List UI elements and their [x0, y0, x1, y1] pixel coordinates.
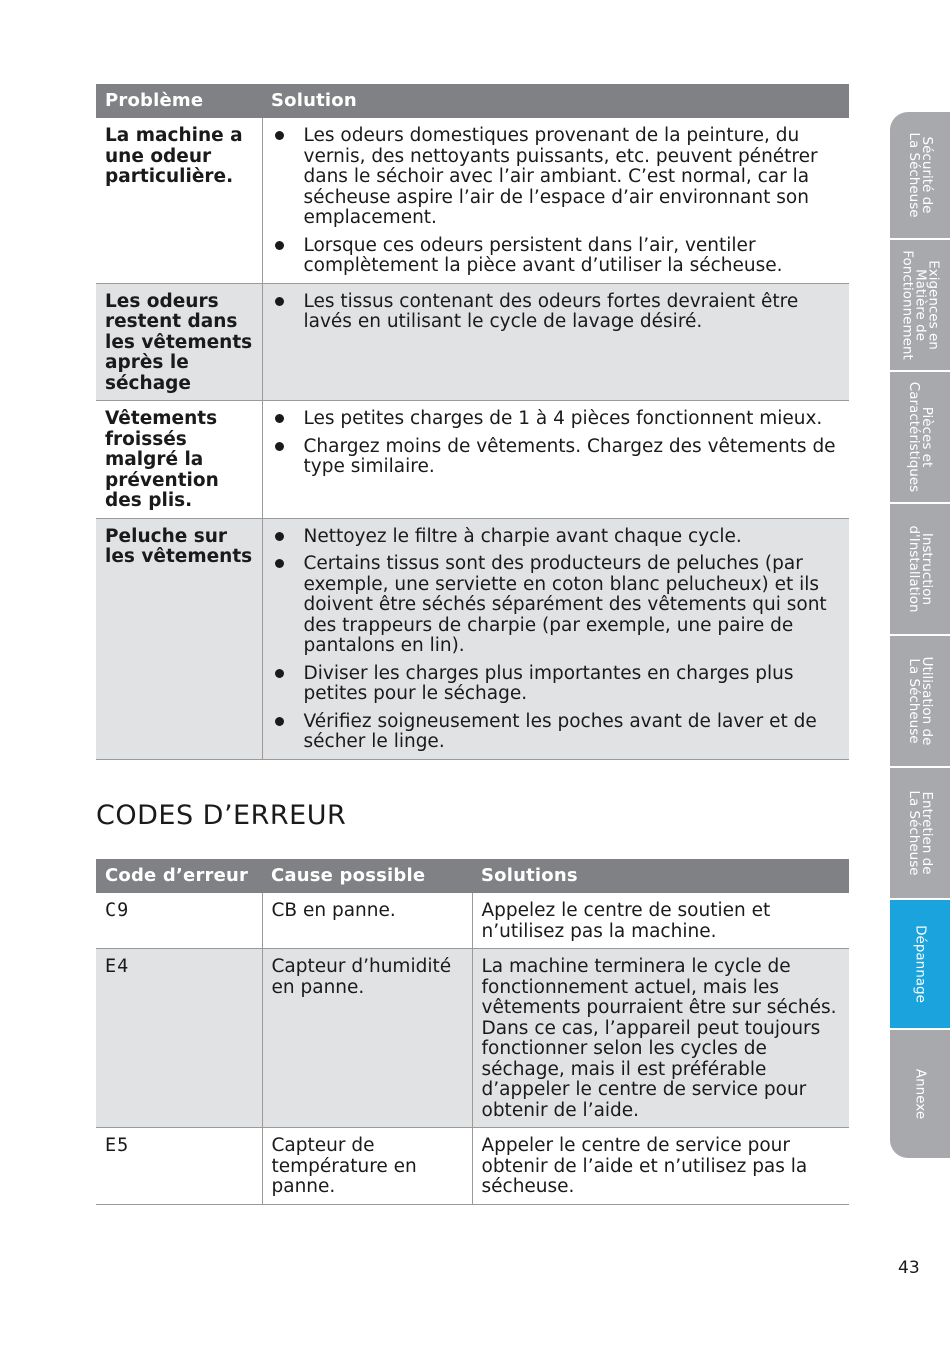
error-code: E5 [96, 1128, 262, 1205]
tab-securite[interactable] [890, 112, 950, 240]
table-row [96, 949, 849, 1128]
solution-cell: Appelez le centre de soutien et n’utilisez pas la machine. [472, 893, 849, 949]
solution-cell [262, 283, 849, 401]
tab-annexe[interactable] [890, 1030, 950, 1158]
tab-depannage[interactable] [890, 900, 950, 1030]
table-row [96, 518, 849, 759]
cause-cell: CB en panne. [262, 893, 472, 949]
tab-label: Sécurité de La Sécheuse [906, 132, 935, 218]
solution-list [272, 527, 841, 753]
error-code: C9 [96, 893, 262, 949]
solution-cell [262, 118, 849, 283]
troubleshooting-table [96, 84, 849, 760]
solution-cell [262, 401, 849, 519]
solution-cell [262, 518, 849, 759]
tab-exigences[interactable] [890, 240, 950, 372]
section-tabs [890, 112, 950, 1158]
list-item: Certains tissus sont des producteurs de peluches (par exemple, une serviette en coton blanc pelucheux) et ils doivent être séchés séparément des vêtements qui sont des trappeurs de charpie (par exemple, une paire de pantalons en lin). [272, 554, 841, 657]
table-row [96, 283, 849, 401]
header-code: Code d’erreur [96, 859, 262, 893]
list-item: Chargez moins de vêtements. Chargez des vêtements de type similaire. [272, 437, 841, 478]
solution-list [272, 292, 841, 333]
header-solutions: Solutions [472, 859, 849, 893]
tab-label: Entretien de La Sécheuse [906, 790, 935, 876]
table-row [96, 401, 849, 519]
solution-cell: Appeler le centre de service pour obtenir de l’aide et n’utilisez pas la sécheuse. [472, 1128, 849, 1205]
solution-cell: La machine terminera le cycle de fonctionnement actuel, mais les vêtements pourraient être sur séchés. Dans ce cas, l’appareil peut toujours fonctionner selon les cycles de séchage, mais il est préférable d’appeler le centre de service pour obtenir de l’aide. [472, 949, 849, 1128]
solution-list [272, 409, 841, 478]
problem-cell: La machine a une odeur particulière. [96, 118, 262, 283]
tab-label: Annexe [912, 1068, 929, 1120]
page-number: 43 [898, 1258, 920, 1278]
tab-label: Instruction d'Installation [906, 525, 935, 613]
error-codes-heading: CODES D’ERREUR [96, 800, 347, 831]
error-code: E4 [96, 949, 262, 1128]
solution-list [272, 126, 841, 277]
tab-utilisation[interactable] [890, 636, 950, 768]
cause-cell: Capteur de température en panne. [262, 1128, 472, 1205]
list-item: Nettoyez le filtre à charpie avant chaque cycle. [272, 527, 841, 548]
table-row [96, 893, 849, 949]
tab-installation[interactable] [890, 504, 950, 636]
table-row [96, 118, 849, 283]
tab-label: Dépannage [912, 925, 929, 1003]
tab-pieces[interactable] [890, 372, 950, 504]
list-item: Diviser les charges plus importantes en charges plus petites pour le séchage. [272, 664, 841, 705]
problem-cell: Peluche sur les vêtements [96, 518, 262, 759]
list-item: Les odeurs domestiques provenant de la peinture, du vernis, des nettoyants puissants, etc. peuvent pénétrer dans le séchoir avec l’air ambiant. C’est normal, car la sécheuse aspire l’air de l’espace d’air environnant son emplacement. [272, 126, 841, 229]
list-item: Les petites charges de 1 à 4 pièces fonctionnent mieux. [272, 409, 841, 430]
table-header-row [96, 859, 849, 893]
cause-cell: Capteur d’humidité en panne. [262, 949, 472, 1128]
list-item: Les tissus contenant des odeurs fortes devraient être lavés en utilisant le cycle de lavage désiré. [272, 292, 841, 333]
header-cause: Cause possible [262, 859, 472, 893]
tab-label: Exigences en Matière de Fonctionnement [899, 250, 942, 360]
error-codes-table [96, 859, 849, 1205]
list-item: Lorsque ces odeurs persistent dans l’air, ventiler complètement la pièce avant d’utiliser la sécheuse. [272, 236, 841, 277]
header-solution: Solution [262, 84, 849, 118]
list-item: Vérifiez soigneusement les poches avant de laver et de sécher le linge. [272, 712, 841, 753]
problem-cell: Les odeurs restent dans les vêtements après le séchage [96, 283, 262, 401]
tab-entretien[interactable] [890, 768, 950, 900]
problem-cell: Vêtements froissés malgré la prévention des plis. [96, 401, 262, 519]
tab-label: Pièces et Caractéristiques [906, 381, 935, 493]
header-probleme: Problème [96, 84, 262, 118]
table-header-row [96, 84, 849, 118]
table-row [96, 1128, 849, 1205]
tab-label: Utilisation de La Sécheuse [906, 656, 935, 746]
